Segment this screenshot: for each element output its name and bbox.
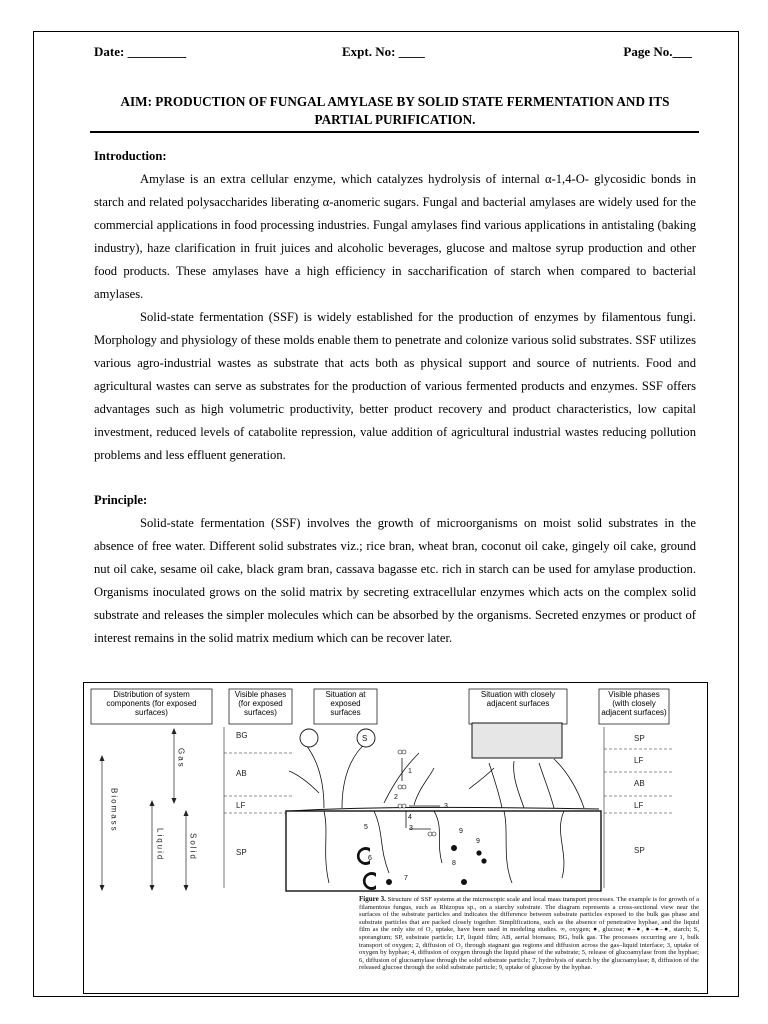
phase-sp-right-top: SP <box>634 734 645 743</box>
gas-axis-label: Gas <box>176 748 186 769</box>
aim-prefix: AIM <box>120 94 148 109</box>
introduction-section <box>94 145 696 467</box>
figure-caption-text: Structure of SSF systems at the microscopic scale and local mass transport processes. The example is for growth of a filamentous fungus, such as Rhizopus sp., on a starchy substrate. The diagram represents a cross-sectional view near the surfaces of the substrate particles and indicates the difference between substrate particles exposed to the bulk gas phase and substrate particles that are packed closely together. Simplifications, such as the absence of penetrative hyphae, and the liquid film as the only site of O₂ uptake, have been used in modeling studies. ∞, oxygen; ●, glucose; ●–●, ●–●–●, starch; S, sporangium; SP, substrate particle; LF, liquid film; AB, aerial biomass; BG, bulk gas. The processes occurring are 1, bulk transport of oxygen; 2, diffusion of O₂ through stagnant gas regions and diffusion across the gas–liquid interface; 3, uptake of oxygen by hyphae; 4, diffusion of oxygen through the liquid phase of the substrate; 5, release of glucoamylase from the hyphae; 6, diffusion of glucoamylase through the solid substrate particle; 7, hydrolysis of starch by the glucoamylase; 8, diffusion of the released glucose through the solid substrate particle; 9, uptake of glucose by the hyphae. <box>359 896 699 972</box>
phase-lf-right: LF <box>634 801 644 810</box>
title-rule <box>90 131 699 133</box>
figure-caption-label: Figure 3. <box>359 895 386 903</box>
biomass-axis-label: Biomass <box>109 788 119 833</box>
experiment-number-label: Expt. No: ____ <box>342 44 425 59</box>
date-label: Date: _________ <box>94 44 187 59</box>
process-5: 5 <box>364 824 368 831</box>
principle-heading: Principle: <box>94 493 148 507</box>
process-1: 1 <box>408 768 412 775</box>
phase-lf-right-top: LF <box>634 756 644 765</box>
introduction-paragraph-2: Solid-state fermentation (SSF) is widely established for the production of enzymes by filamentous fungi. Morphology and physiology of these molds enable them to penetrate and colonize various solid substrates. SSF utilizes various agro-industrial wastes as substrate that acts both as physical support and source of nutrients. Food and agricultural wastes can serve as substrates for the production of various fermented products and enzymes. SSF offers advantages such as high volumetric productivity, better product recovery and product characteristics, low capital investment, reduced levels of catabolite repression, value addition of agricultural industrial wastes reducing pollution problems and less effluent generation. <box>94 310 696 462</box>
process-3-top: 3 <box>444 803 448 810</box>
sporangium-label: S <box>362 734 368 743</box>
phase-lf-left: LF <box>236 801 246 810</box>
box-distribution: Distribution of system components (for exposed surfaces) <box>106 690 197 717</box>
liquid-axis-label: Liquid <box>155 828 165 862</box>
process-8: 8 <box>452 860 456 867</box>
principle-paragraph: Solid-state fermentation (SSF) involves the growth of microorganisms on moist solid substrates in the absence of free water. Different solid substrates viz.; rice bran, wheat bran, coconut oil cake, gingely oil cake, ground nut oil cake, sesame oil cake, black gram bran, cassava bagasse etc. rich in starch can be used for amylase production. Organisms inoculated grows on the solid matrix by secreting extracellular enzymes which acts on the complex solid substrate and releases the simpler molecules which can be absorbed by the organisms. Secreted enzymes or product of interest remains in the solid matrix medium which can be recover later. <box>94 516 696 645</box>
phase-sp-left: SP <box>236 848 247 857</box>
phase-ab-right: AB <box>634 779 645 788</box>
process-7: 7 <box>404 875 408 882</box>
phase-sp-right: SP <box>634 846 645 855</box>
solid-axis-label: Solid <box>188 833 198 861</box>
box-situation-exposed: Situation at exposed surfaces <box>325 690 366 717</box>
ssf-structure-figure <box>83 682 708 994</box>
process-9-right: 9 <box>476 838 480 845</box>
phase-bg-left: BG <box>236 731 248 740</box>
box-visible-exposed: Visible phases (for exposed surfaces) <box>234 690 287 717</box>
aim-text: : PRODUCTION OF FUNGAL AMYLASE BY SOLID STATE FERMENTATION AND ITS PARTIAL PURIFICATION. <box>147 94 670 127</box>
introduction-paragraph-1: Amylase is an extra cellular enzyme, which catalyzes hydrolysis of internal α-1,4-O- glycosidic bonds in starch and related polysaccharides liberating α-anomeric sugars. Fungal and bacterial amylases are widely used for the commercial applications in food processing industries. Fungal amylases find various applications in antistaling (baking industry), haze clarification in fruit juices and alcoholic beverages, glucose and maltose syrup production and other food products. These amylases have a high efficiency in saccharification of starch when compared to bacterial amylases. <box>94 172 696 301</box>
process-6: 6 <box>368 855 372 862</box>
introduction-heading: Introduction: <box>94 149 167 163</box>
process-3-bottom: 3 <box>409 825 413 832</box>
figure-caption <box>359 896 699 972</box>
page-number-label: Page No.___ <box>623 44 692 59</box>
aim-title <box>90 93 700 129</box>
box-situation-adjacent: Situation with closely adjacent surfaces <box>480 690 556 708</box>
principle-section <box>94 489 696 650</box>
page-header <box>94 44 692 64</box>
box-visible-adjacent: Visible phases (with closely adjacent surfaces) <box>601 690 667 717</box>
process-9-left: 9 <box>459 828 463 835</box>
process-4: 4 <box>408 814 412 821</box>
phase-ab-left: AB <box>236 769 247 778</box>
process-2: 2 <box>394 794 398 801</box>
